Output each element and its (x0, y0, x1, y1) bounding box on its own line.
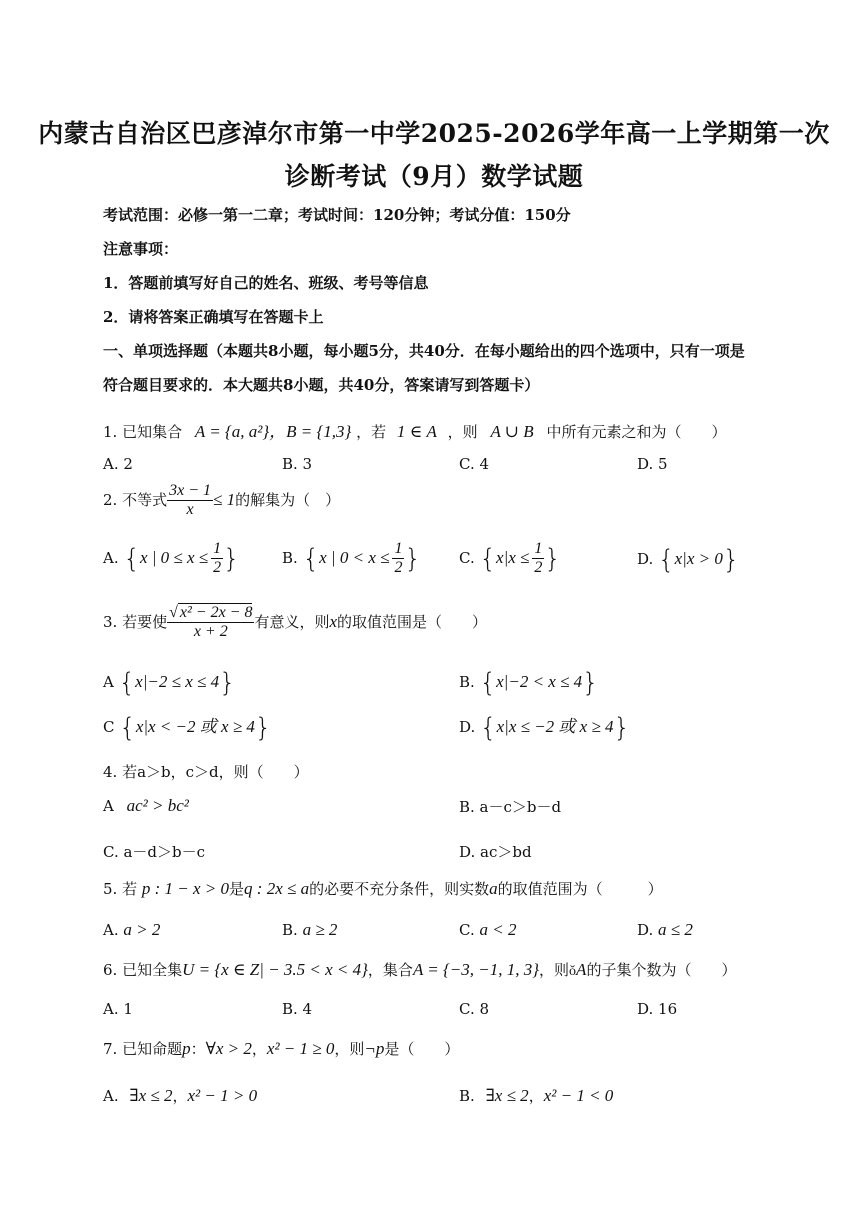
q3-option-d: D. {x|x ≤ −2 或 x ≥ 4} (459, 713, 631, 743)
q5-option-b-label: B. (282, 921, 298, 939)
note-1: 1．答题前填写好自己的姓名、班级、考号等信息 (103, 274, 429, 292)
question-4: 4. 若a＞b，c＞d，则（ ） (103, 763, 309, 781)
q6-text-4: 的子集个数为（ ） (586, 961, 737, 979)
half-denominator: 2 (394, 559, 403, 577)
q3-option-c-label: C (103, 718, 115, 736)
q2-option-a-set: x | 0 ≤ x ≤ (139, 547, 209, 567)
q2-text-1: 2. 不等式 (103, 490, 168, 509)
q5-option-b-expr: a ≥ 2 (302, 920, 338, 939)
section-1-heading-line-1: 一、单项选择题（本题共8小题，每小题5分，共40分．在每小题给出的四个选项中，只有一项是 (103, 342, 745, 360)
q7-option-b-sep: ， (528, 1087, 544, 1105)
q1-text-3: ，则 (447, 423, 478, 441)
q7-option-a-part-1: ∃x ≤ 2 (129, 1086, 173, 1105)
question-6 (103, 959, 736, 980)
q3-option-a: A {x|−2 ≤ x ≤ 4} (103, 668, 236, 698)
q5-option-a (103, 920, 160, 940)
q5-option-d-expr: a ≤ 2 (658, 920, 693, 939)
q3-text-2: 有意义，则 (254, 612, 330, 631)
q5-p: p : 1 − x > 0 (141, 879, 230, 898)
q2-option-d: D. {x|x > 0} (637, 545, 740, 575)
q3-radicand: x² − 2x − 8 (179, 604, 253, 621)
q7-option-b-part-2: x² − 1 < 0 (543, 1086, 614, 1105)
q3-option-a-label: A (103, 673, 114, 691)
q7-option-b (459, 1085, 613, 1106)
q7-text-5: 是（ ） (384, 1040, 460, 1058)
question-1 (103, 417, 726, 442)
q3-var: x (329, 611, 338, 631)
section-1-heading-line-2: 符合题目要求的．本大题共8小题，共40分，答案请写到答题卡） (103, 376, 540, 394)
q3-fraction (167, 604, 254, 642)
q2-option-d-set: x|x > 0 (674, 549, 723, 568)
q6-text-2: ，集合 (367, 961, 413, 979)
q2-relation: ≤ 1 (213, 489, 236, 509)
q5-option-d-label: D. (637, 921, 654, 939)
q7-text-3: ， (251, 1040, 267, 1058)
question-7 (103, 1038, 459, 1059)
q5-option-a-expr: a > 2 (123, 920, 161, 939)
question-3 (103, 604, 487, 642)
q7-text-4: ，则 (334, 1040, 365, 1058)
q3-option-a-set: x|−2 ≤ x ≤ 4 (135, 672, 220, 691)
q1-option-a: A. 2 (103, 455, 133, 473)
q2-option-a: A. {x | 0 ≤ x ≤ $\frac{1}{2}$ } (103, 540, 240, 577)
exam-info: 考试范围：必修一第一二章；考试时间：120分钟；考试分值：150分 (103, 206, 571, 224)
q2-option-b-set: x | 0 < x ≤ (319, 547, 390, 567)
q6-text-3: ，则 (539, 961, 570, 979)
q6-option-c: C. 8 (459, 1000, 490, 1018)
q2-fraction-numerator: 3x − 1 (167, 482, 213, 501)
q1-option-c: C. 4 (459, 455, 490, 473)
q6-option-d: D. 16 (637, 1000, 678, 1018)
q1-text-2: ，若 (356, 423, 387, 441)
q3-option-b: B. {x|−2 < x ≤ 4} (459, 668, 599, 698)
q7-option-a-sep: ， (172, 1087, 188, 1105)
half-denominator: 2 (213, 559, 222, 577)
q7-text-1: 7. 已知命题 (103, 1040, 183, 1058)
q5-text-2: 是 (229, 880, 245, 898)
q3-option-b-label: B. (459, 673, 475, 691)
q2-option-c-half (532, 540, 544, 578)
q1-option-b: B. 3 (282, 455, 313, 473)
q1-text-1: 1. 已知集合 (103, 423, 183, 441)
q3-option-b-set: x|−2 < x ≤ 4 (496, 672, 583, 691)
q7-option-a-part-2: x² − 1 > 0 (187, 1086, 258, 1105)
q5-option-a-label: A. (103, 921, 119, 939)
q5-option-c-label: C. (459, 921, 475, 939)
q3-option-d-label: D. (459, 718, 476, 736)
q4-option-c: C. a－d＞b－c (103, 843, 206, 861)
q3-text-3: 的取值范围是（ ） (337, 612, 488, 631)
q4-option-a-label: A (103, 797, 114, 815)
q1-option-d: D. 5 (637, 455, 668, 473)
q6-complement-symbol: ǒ (569, 964, 577, 979)
q6-option-a: A. 1 (103, 1000, 133, 1018)
q7-option-a (103, 1085, 257, 1106)
q3-option-c: C {x|x < −2 或 x ≥ 4} (103, 713, 272, 743)
q2-option-d-label: D. (637, 550, 654, 568)
half-denominator: 2 (534, 559, 543, 577)
q3-fraction-denominator: x + 2 (193, 623, 228, 641)
q7-option-b-label: B. (459, 1087, 475, 1105)
q7-forall: ∀x > 2 (205, 1039, 252, 1058)
q3-fraction-numerator: √ x² − 2x − 8 (167, 604, 254, 623)
q5-var: a (489, 879, 498, 898)
q3-option-d-set: x|x ≤ −2 或 x ≥ 4 (496, 717, 614, 736)
q2-option-b: B. {x | 0 < x ≤ $\frac{1}{2}$ } (282, 540, 421, 577)
q5-option-c-expr: a < 2 (479, 920, 517, 939)
q5-text-1: 5. 若 (103, 880, 138, 898)
q4-option-d: D. ac＞bd (459, 843, 532, 861)
q2-fraction-denominator: x (186, 501, 194, 519)
notes-heading: 注意事项： (103, 240, 179, 258)
q6-universal-set: U = {x ∈ Z| − 3.5 < x < 4} (182, 960, 368, 979)
q2-option-c-label: C. (459, 548, 475, 567)
q3-option-c-set: x|x < −2 或 x ≥ 4 (135, 717, 255, 736)
q7-p: p (182, 1039, 191, 1058)
q5-text-4: 的取值范围为（ ） (497, 880, 663, 898)
q7-option-b-part-1: ∃x ≤ 2 (485, 1086, 529, 1105)
note-2: 2．请将答案正确填写在答题卡上 (103, 308, 324, 326)
q4-option-a (103, 796, 189, 816)
q3-text-1: 3. 若要使 (103, 612, 168, 631)
half-numerator: 1 (211, 540, 223, 559)
q2-option-c: C. {x|x ≤ $\frac{1}{2}$ } (459, 540, 561, 577)
question-5 (103, 878, 663, 899)
q7-inequality: x² − 1 ≥ 0 (266, 1039, 335, 1058)
q5-option-b (282, 920, 337, 940)
q5-option-d (637, 920, 693, 940)
page-title-line-2: 诊断考试（9月）数学试题 (284, 162, 584, 191)
q5-option-c (459, 920, 516, 940)
q1-condition: 1 ∈ A (396, 422, 437, 441)
q7-negation: ¬p (364, 1039, 385, 1058)
page-title-line-1: 内蒙古自治区巴彦淖尔市第一中学2025-2026学年高一上学期第一次 (38, 119, 830, 148)
q6-text-1: 6. 已知全集 (103, 961, 183, 979)
q2-fraction (167, 482, 213, 520)
q2-option-a-label: A. (103, 548, 119, 567)
q2-option-b-half (392, 540, 404, 578)
q2-text-2: 的解集为（ ） (235, 490, 341, 509)
q6-set-a: A = {−3, −1, 1, 3} (412, 960, 540, 979)
q2-option-c-set: x|x ≤ (496, 547, 530, 567)
question-2 (103, 482, 340, 520)
q6-complement-set: A (576, 960, 587, 979)
q1-sets: A = {a, a²}，B = {1,3} (194, 422, 352, 441)
q6-option-b: B. 4 (282, 1000, 313, 1018)
q5-text-3: 的必要不充分条件，则实数 (309, 880, 490, 898)
q4-option-b: B. a－c＞b－d (459, 798, 562, 816)
half-numerator: 1 (532, 540, 544, 559)
q5-q: q : 2x ≤ a (244, 879, 310, 898)
q2-option-b-label: B. (282, 548, 298, 567)
q2-option-a-half (211, 540, 223, 578)
q1-union: A ∪ B (490, 422, 534, 441)
q4-option-a-expr: ac² > bc² (126, 796, 189, 815)
half-numerator: 1 (392, 540, 404, 559)
q7-option-a-label: A. (103, 1087, 119, 1105)
q7-text-2: ： (190, 1040, 206, 1058)
q1-text-4: 中所有元素之和为（ ） (546, 423, 727, 441)
